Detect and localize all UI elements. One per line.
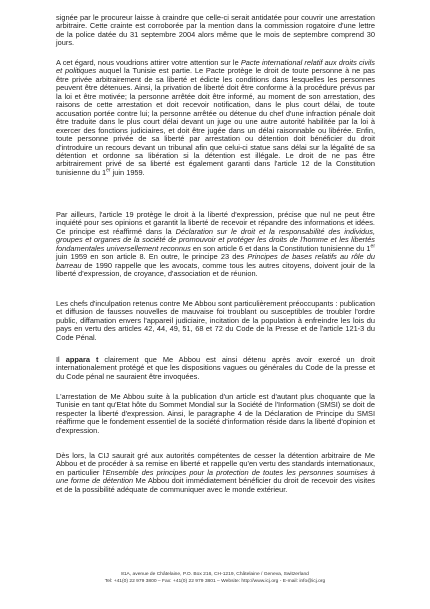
paragraph-text: Me Abbou doit immédiatement bénéficier du droit de recevoir des visites et de la possibilité adéquate de communiquer avec le monde extérieur. — [56, 476, 376, 494]
superscript: er — [106, 167, 111, 174]
paragraph-text: Les chefs d'inculpation retenus contre Me Abbou sont particulièrement préoccupants : publication et diffusion de fausses nouvelles de mauvaise foi troublant ou susceptibles de troubler l'ordre public, diffamation envers l'appareil judiciaire, incitation de la population à enfreindre les lois du pays en vertu des articles 42, 44, 49, 51, 68 et 72 du Code de la Presse et de l'article 121-3 du Code Pénal. — [56, 299, 375, 342]
paragraph-text: signée par le procureur laisse à craindre que celle-ci serait antidatée pour couvrir une arrestation arbitraire. Cette crainte est corroborée par la mention dans la commission rogatoire d'une lettre de la police datée du 31 septembre 2004 alors même que le mois de septembre comprend 30 jours. — [56, 13, 375, 48]
emphasis-text: appara t — [65, 355, 99, 364]
paragraph-conclusion — [56, 452, 375, 494]
paragraph-text: clairement que Me Abbou est ainsi détenu après avoir exercé un droit internationalement protégé et que les dispositions vagues ou générales du Code de la presse et du Code pénal ne sauraient être invoquées. — [56, 355, 375, 381]
paragraph-text: de 1990 rappelle que les avocats, comme tous les autres citoyens, doivent jouir de la liberté d'expression, de croyance, d'association et de réunion. — [56, 260, 375, 279]
paragraph-text: Par ailleurs, l'article 19 protège le droit à la liberté d'expression, précise que nul ne peut être inquiété pour ses opinions et garantit la liberté de recevoir et répandre des informations et idées. Ce principe est réaffirmé dans la — [56, 210, 375, 236]
paragraph-chefs-inculpation — [56, 300, 375, 342]
ensemble-principes-title: Ensemble des principes pour la protection de toutes les personnes soumises à une forme de détention — [56, 467, 375, 486]
paragraph-text: en son article 6 et dans la Constitution tunisienne du 1 — [190, 243, 371, 253]
footer-address: 81A, avenue de Châtelaine, P.O. Box 216, CH-1219, Châtelaine / Geneva, Switzerland — [121, 572, 309, 577]
pacte-title: Pacte international relatif aux droits civils et politiques — [56, 58, 375, 76]
paragraph-droit-protege — [56, 356, 375, 381]
declaration-title: Déclaration sur le droit et la responsabilité des individus, groupes et organes de la société de promouvoir et protéger les droits de l'homme et les libertés fondamentales universellement reconnus — [56, 226, 376, 253]
paragraph-text: juin 1959 en son article 8. En outre, le principe 23 des — [56, 252, 248, 262]
paragraph-text: L'arrestation de Me Abbou suite à la publication d'un article est d'autant plus choquante que la Tunisie en tant qu'Etat hôte du Sommet Mondial sur la Société de l'Information (SMSI) se doit de respecter la liberté d'expression. Ainsi, le paragraphe 4 de la Déclaration de Principe du SMSI réaffirme que le fondement essentiel de la société d'information réside dans la liberté d'opinion et d'expression. — [56, 392, 375, 435]
footer-contact: Tel: +41(0) 22 979 3800 – Fax: +41(0) 22 979 3801 – Website: http://www.icj.org - E-mail: info@icj.org — [104, 579, 326, 584]
paragraph-text: auquel la Tunisie est partie. Le Pacte protège le droit de toute personne à ne pas être privée arbitrairement de sa liberté et édicte les conditions dans lesquelles les personnes peuvent être détenues. Ainsi, la privation de liberté doit être conforme à la procédure prévus par la loi et être motivée; la personne arrêtée doit être informé, au moment de son arrestation, des raisons de cette arrestation et doit recevoir notification, dans le plus court délai, de toute accusation portée contre lui; la personne arrêtée ou détenue du chef d'une infraction pénale doit être traduite dans le plus court délai devant un juge ou une autre autorité habilitée par la loi à exercer des fonctions judiciaires, et doit être jugée dans un délai raisonnable ou libérée. Enfin, toute personne privée de sa liberté par arrestation ou détention doit bénéficier du droit d'introduire un recours devant un tribunal afin que celui-ci statue sans délai sur la légalité de sa détention et ordonne sa libération si la détention est illégale. Le droit de ne pas être arbitrairement privé de sa liberté est également garanti dans l'article 12 de la Constitution tunisienne du 1 — [56, 66, 375, 177]
paragraph-text: A cet égard, nous voudrions attirer votre attention sur le — [56, 58, 241, 67]
paragraph-text: Il — [56, 355, 66, 364]
paragraph-text: Dès lors, la CIJ saurait gré aux autorités compétentes de cesser la détention arbitraire de Me Abbou et de procéder à sa remise en liberté et rappelle qu'en vertu des standards internationaux, en particulier l' — [56, 451, 375, 477]
superscript: er — [370, 243, 375, 250]
paragraph-smsi — [56, 393, 375, 435]
principes-title: Principes de bases relatifs au rôle du barreau — [56, 252, 375, 270]
paragraph-liberte-expression — [56, 211, 375, 279]
paragraph-text: juin 1959. — [110, 167, 145, 177]
paragraph-antidate-concern — [56, 14, 375, 48]
paragraph-pacte-international — [56, 59, 375, 177]
